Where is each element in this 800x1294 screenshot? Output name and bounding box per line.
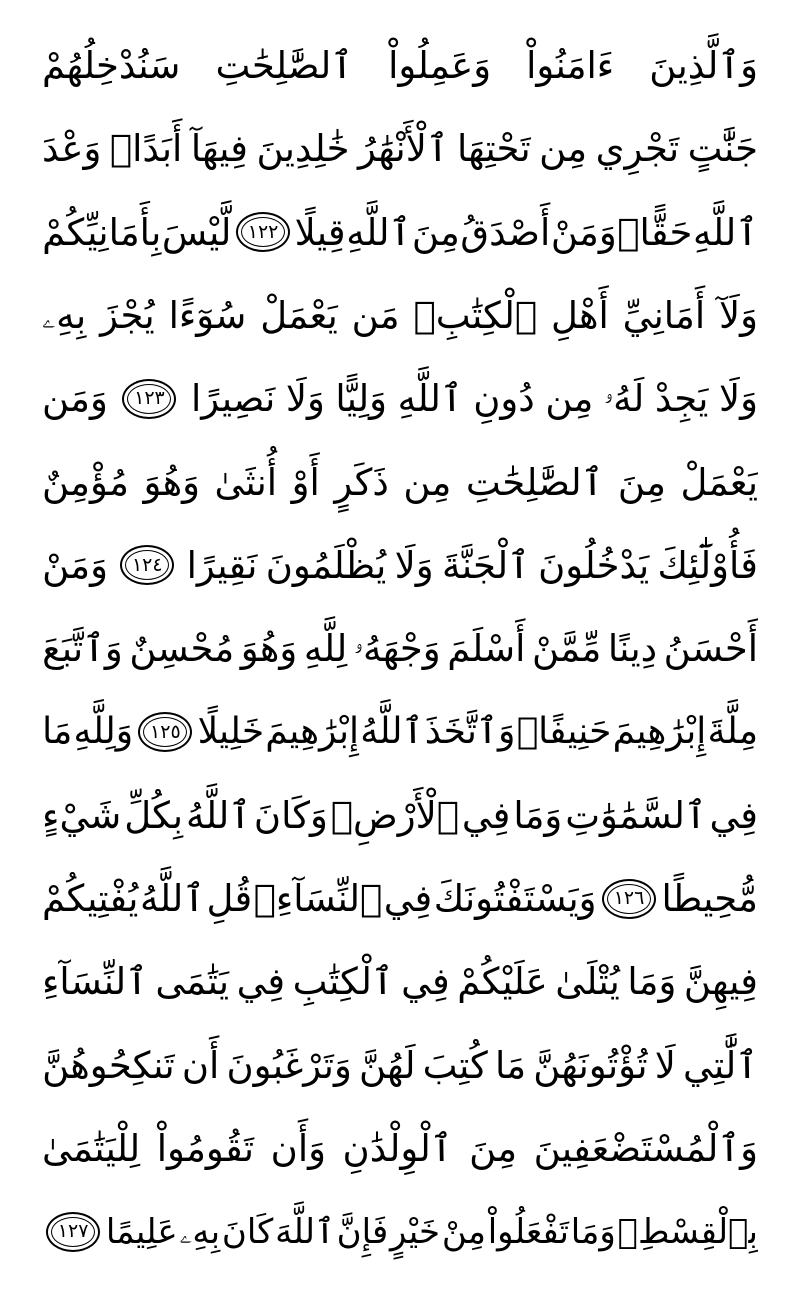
word: ٱللَّهِ [397,377,463,421]
word: فِي [236,960,286,1004]
word: مِنَ [617,460,666,504]
word: تُؤْتُونَهُنَّ [533,1043,648,1087]
text-line [42,274,758,357]
word: ٱللَّهُ [185,793,251,837]
word: ٱلْأَنْهَٰرُ [357,127,449,171]
text-line [42,24,758,107]
word: وَعْدَ [42,127,102,171]
word: وَيَسْتَفْتُونَكَ [433,877,597,921]
word: لِلَّهِ [303,627,348,671]
word: ٱللَّهَ [275,1211,335,1252]
word: أَهْلِ [550,294,609,338]
word: أَبَدًاۖ [109,127,183,171]
word: وَلَا [719,377,758,421]
word: ٱللَّهِ [346,210,412,254]
text-line [42,857,758,940]
word: وَمَنْ [550,210,617,254]
word: خَلِيلًا [197,711,265,753]
word: يُجْزَ [100,294,155,338]
word: وَمَنْ [42,543,108,587]
ayah-number-marker: ١٢٢ [236,212,290,252]
word: تَجْرِي [595,127,680,171]
word: يَعْمَلْ [680,460,758,504]
text-line [42,690,758,773]
word: وَعَمِلُواْ [388,44,492,88]
text-line [42,774,758,857]
word: يَعْمَلْ [260,294,338,338]
word: ءَامَنُواْ [526,44,615,88]
word: ٱللَّهُ [360,711,424,753]
word: أَصْدَقُ [460,210,551,254]
word: ٱلْجَنَّةَ [441,543,530,587]
word: إِبْرَٰهِيمَ [612,711,707,753]
word: أَحْسَنُ [663,627,758,671]
word: أَمَانِيِّ [622,294,706,338]
word: مَن [351,294,400,338]
text-line [42,107,758,190]
word: تَنكِحُوهُنَّ [42,1043,175,1087]
ayah-number-marker: ١٢٧ [46,1212,100,1252]
word: مُؤْمِنٌ [42,460,129,504]
word: فِيهَآ [190,127,248,171]
word: مُّحِيطًا [661,877,758,921]
word: حَنِيفًاۗ [516,711,612,753]
text-line [42,524,758,607]
word: وَهُوَ [143,460,200,504]
word: ٱلْأَرْضِۚ [330,793,459,837]
text-line [42,940,758,1023]
word: ٱللَّهُ [139,877,205,921]
word: وَمَا [627,960,677,1004]
word: مِن [545,377,594,421]
word: بِأَمَانِيِّكُمْ [42,210,162,254]
word: مُحْسِنٌ [129,627,235,671]
word: لَا [654,1043,676,1087]
word: يُتْلَىٰ [555,960,620,1004]
word: أَن [181,1043,220,1087]
word: فَإِنَّ [336,1211,389,1252]
word: مِنْ [441,1211,486,1252]
word: خَيْرٍ [390,1211,441,1252]
word: وَٱتَّخَذَ [424,711,516,753]
word: ٱلصَّٰلِحَٰتِ [465,460,604,504]
word: فَأُوْلَٰٓئِكَ [657,543,758,587]
word: لِلْيَتَٰمَىٰ [42,1127,141,1170]
word: كَانَ [221,1211,274,1252]
text-line [42,191,758,274]
word: وَلِلَّهِ [73,711,134,753]
word: وَهُوَ [240,627,298,671]
word: ٱلنِّسَآءِۖ [253,877,383,921]
word: أَوْ [291,460,320,504]
word: وَجْهَهُۥ [353,627,441,671]
word: ٱلْكِتَٰبِۗ [413,294,538,338]
word: خَٰلِدِينَ [256,127,350,171]
word: تَقُومُواْ [156,1127,255,1170]
word: يَتَٰمَى [155,960,230,1004]
word: يُظْلَمُونَ [265,543,387,587]
word: لَهُنَّ [359,1043,416,1087]
word: وَٱتَّبَعَ [42,627,123,671]
word: فِيهِنَّ [683,960,758,1004]
word: مِلَّةَ [707,711,758,753]
word: ٱلنِّسَآءِ [42,960,148,1004]
word: أَسْلَمَ [447,627,526,671]
ayah-number-marker: ١٢٤ [120,545,174,585]
ayah-number-marker: ١٢٥ [138,712,192,752]
word: أُنثَىٰ [214,460,278,504]
text-line [42,1024,758,1107]
word: لَهُۥ [603,377,645,421]
word: ٱللَّهِ [692,210,758,254]
word: بِٱلْقِسْطِۚ [617,1211,758,1252]
word: وَمَا [513,793,563,837]
word: دُونِ [473,377,535,421]
word: ٱلصَّٰلِحَٰتِ [215,44,353,88]
word: ٱلْكِتَٰبِ [292,960,394,1004]
word: تَحْتِهَا [456,127,531,171]
word: بِكُلِّ [124,793,183,837]
word: سُوٓءًا [168,294,247,338]
word: يُفْتِيكُمْ [42,877,139,921]
word: دِينًا [607,627,658,671]
word: عَلِيمًا [105,1211,178,1252]
word: فِي [461,793,511,837]
word: ٱلَّٰتِي [683,1043,758,1087]
word: ٱلْوِلْدَٰنِ [342,1127,453,1170]
text-line [42,440,758,523]
word: ذَكَرٍ [334,460,389,504]
word: وَمَا [570,1211,616,1252]
word: بِهِۦ [179,1211,221,1252]
word: وَأَن [270,1127,326,1170]
word: تَفْعَلُواْ [487,1211,570,1252]
word: شَيْءٍ [42,793,122,837]
word: فِي [709,793,758,837]
word: كُتِبَ [422,1043,488,1087]
ayah-number-marker: ١٢٦ [602,879,656,919]
word: نَصِيرًا [191,377,276,421]
word: سَنُدْخِلُهُمْ [42,44,181,88]
text-line [42,1107,758,1190]
word: وَمَن [42,377,108,421]
word: مِنَ [411,210,460,254]
word: وَٱلْمُسْتَضْعَفِينَ [533,1127,758,1170]
word: ٱلسَّمَٰوَٰتِ [565,793,707,837]
word: قُلِ [206,877,253,921]
word: قِيلًا [294,210,346,254]
word: وَلَآ [719,294,758,338]
word: نَقِيرًا [186,543,258,587]
word: مِنَ [469,1127,518,1170]
word: وَٱلَّذِينَ [649,44,758,88]
text-line [42,357,758,440]
word: بِهِۦ [42,294,87,338]
word: يَجِدْ [654,377,709,421]
word: جَنَّٰتٍ [687,127,758,171]
word: عَلَيْكُمْ [457,960,548,1004]
word: فِي [383,877,433,921]
text-line [42,1190,758,1273]
word: مَا [494,1043,527,1087]
word: لَّيْسَ [161,210,232,254]
word: وَلِيًّا [335,377,387,421]
word: مِّمَّنْ [531,627,602,671]
word: فِي [401,960,450,1004]
verse-lines [42,24,758,1274]
word: مِن [403,460,452,504]
word: وَتَرْغَبُونَ [226,1043,352,1087]
word: يَدْخُلُونَ [538,543,650,587]
word: وَلَا [285,377,325,421]
word: مِن [539,127,588,171]
word: وَلَا [394,543,434,587]
word: مَا [42,711,73,753]
word: حَقًّاۚ [617,210,693,254]
word: إِبْرَٰهِيمَ [265,711,359,753]
word: وَكَانَ [253,793,328,837]
ayah-number-marker: ١٢٣ [122,379,176,419]
text-line [42,607,758,690]
